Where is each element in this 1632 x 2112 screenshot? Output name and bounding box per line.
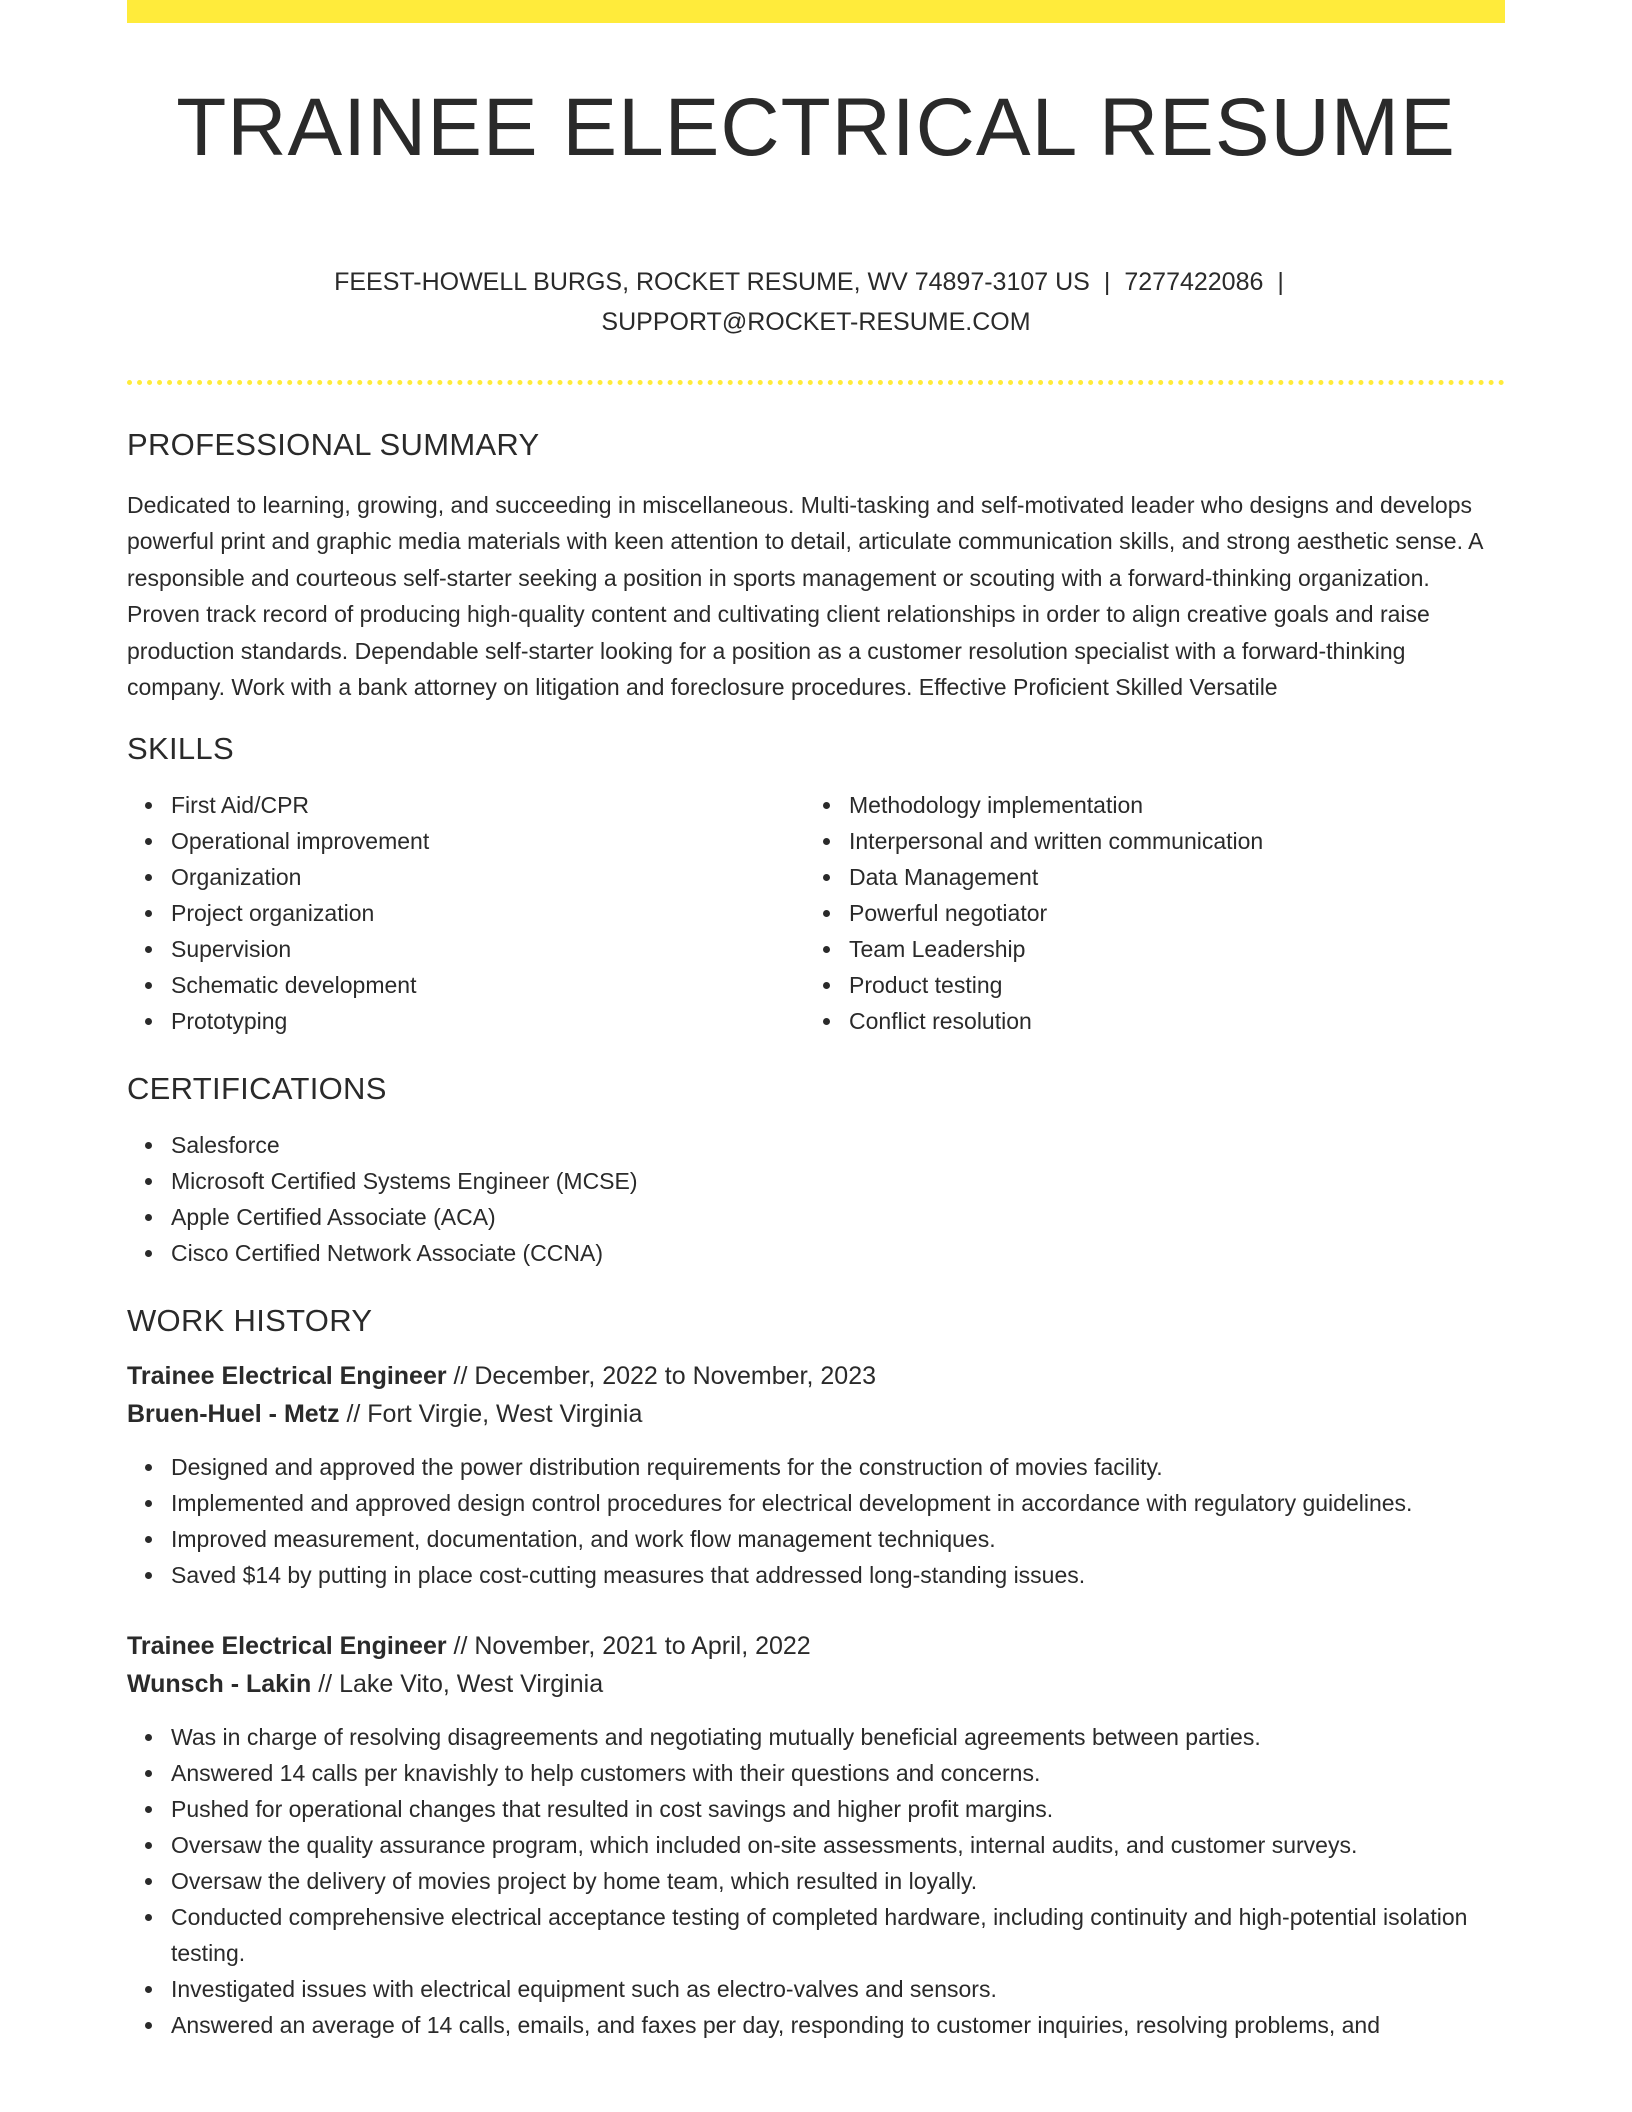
job-duty-item: Answered 14 calls per knavishly to help customers with their questions and concerns. — [171, 1755, 1505, 1791]
job-duty-item: Was in charge of resolving disagreements and negotiating mutually beneficial agreements between parties. — [171, 1719, 1505, 1755]
job-duty-item: Oversaw the delivery of movies project by home team, which resulted in loyally. — [171, 1863, 1505, 1899]
contact-info — [127, 262, 1505, 342]
skill-item: Operational improvement — [171, 823, 805, 859]
contact-separator: | — [1103, 268, 1111, 296]
certification-item: Salesforce — [171, 1127, 1505, 1163]
dotted-divider — [127, 380, 1505, 385]
job-title-line — [127, 1627, 1505, 1665]
job-duty-item: Pushed for operational changes that resulted in cost savings and higher profit margins. — [171, 1791, 1505, 1827]
contact-phone: 7277422086 — [1124, 268, 1264, 296]
job-duty-item: Investigated issues with electrical equipment such as electro-valves and sensors. — [171, 1971, 1505, 2007]
contact-address: FEEST-HOWELL BURGS, ROCKET RESUME, WV 74897-3107 US — [334, 268, 1090, 296]
work-history-heading: WORK HISTORY — [127, 1303, 373, 1339]
job-location: // Fort Virgie, West Virginia — [339, 1400, 643, 1429]
skill-item: Prototyping — [171, 1003, 805, 1039]
skill-item: Team Leadership — [849, 931, 1483, 967]
job-duty-item: Saved $14 by putting in place cost-cutting measures that addressed long-standing issues. — [171, 1557, 1505, 1593]
certifications-list — [127, 1127, 1505, 1271]
skills-list-right — [805, 787, 1483, 1039]
skill-item: Project organization — [171, 895, 805, 931]
job-company: Bruen-Huel - Metz — [127, 1400, 340, 1429]
job-company-line — [127, 1395, 1505, 1433]
resume-content — [127, 0, 1505, 2043]
skill-item: Conflict resolution — [849, 1003, 1483, 1039]
skill-item: Methodology implementation — [849, 787, 1483, 823]
resume-title: TRAINEE ELECTRICAL RESUME — [176, 82, 1456, 173]
job-duty-item: Implemented and approved design control procedures for electrical development in accordance with regulatory guidelines. — [171, 1485, 1505, 1521]
skills-heading: SKILLS — [127, 731, 234, 767]
job-location: // Lake Vito, West Virginia — [311, 1670, 604, 1699]
job-dates: // December, 2022 to November, 2023 — [446, 1362, 877, 1391]
job-title-line — [127, 1357, 1505, 1395]
skill-item: Interpersonal and written communication — [849, 823, 1483, 859]
summary-text: Dedicated to learning, growing, and succeeding in miscellaneous. Multi-tasking and self-motivated leader who designs and develops powerful print and graphic media materials with keen attention to detail, articulate communication skills, and strong aesthetic sense. A responsible and courteous self-starter seeking a position in sports management or scouting with a forward-thinking organization. Proven track record of producing high-quality content and cultivating client relationships in order to align creative goals and raise production standards. Dependable self-starter looking for a position as a customer resolution specialist with a forward-thinking company. Work with a bank attorney on litigation and foreclosure procedures. Effective Proficient Skilled Versatile — [127, 492, 1483, 701]
certification-item: Cisco Certified Network Associate (CCNA) — [171, 1235, 1505, 1271]
skill-item: Data Management — [849, 859, 1483, 895]
certification-item: Microsoft Certified Systems Engineer (MCSE) — [171, 1163, 1505, 1199]
skill-item: First Aid/CPR — [171, 787, 805, 823]
skill-item: Powerful negotiator — [849, 895, 1483, 931]
job-duties-list — [127, 1719, 1505, 2043]
job-company-line — [127, 1665, 1505, 1703]
skill-item: Schematic development — [171, 967, 805, 1003]
skills-column-left — [127, 787, 805, 1039]
job-title: Trainee Electrical Engineer — [127, 1632, 447, 1661]
skills-columns — [127, 787, 1505, 1039]
job-title: Trainee Electrical Engineer — [127, 1362, 447, 1391]
skill-item: Organization — [171, 859, 805, 895]
skill-item: Product testing — [849, 967, 1483, 1003]
contact-separator: | — [1277, 268, 1284, 296]
job-duty-item: Conducted comprehensive electrical acceptance testing of completed hardware, including continuity and high-potential isolation testing. — [171, 1899, 1505, 1971]
summary-heading: PROFESSIONAL SUMMARY — [127, 427, 540, 462]
certifications-heading: CERTIFICATIONS — [127, 1071, 387, 1107]
job-duty-item: Answered an average of 14 calls, emails, and faxes per day, responding to customer inquiries, resolving problems, and — [171, 2007, 1505, 2043]
job-duty-item: Designed and approved the power distribution requirements for the construction of movies facility. — [171, 1449, 1505, 1485]
job-duty-item: Oversaw the quality assurance program, which included on-site assessments, internal audits, and customer surveys. — [171, 1827, 1505, 1863]
skill-item: Supervision — [171, 931, 805, 967]
skills-column-right — [805, 787, 1483, 1039]
job-company: Wunsch - Lakin — [127, 1670, 312, 1699]
job-dates: // November, 2021 to April, 2022 — [446, 1632, 811, 1661]
skills-list-left — [127, 787, 805, 1039]
contact-email: SUPPORT@ROCKET-RESUME.COM — [601, 308, 1031, 336]
certification-item: Apple Certified Associate (ACA) — [171, 1199, 1505, 1235]
job-duties-list — [127, 1449, 1505, 1593]
job-duty-item: Improved measurement, documentation, and work flow management techniques. — [171, 1521, 1505, 1557]
